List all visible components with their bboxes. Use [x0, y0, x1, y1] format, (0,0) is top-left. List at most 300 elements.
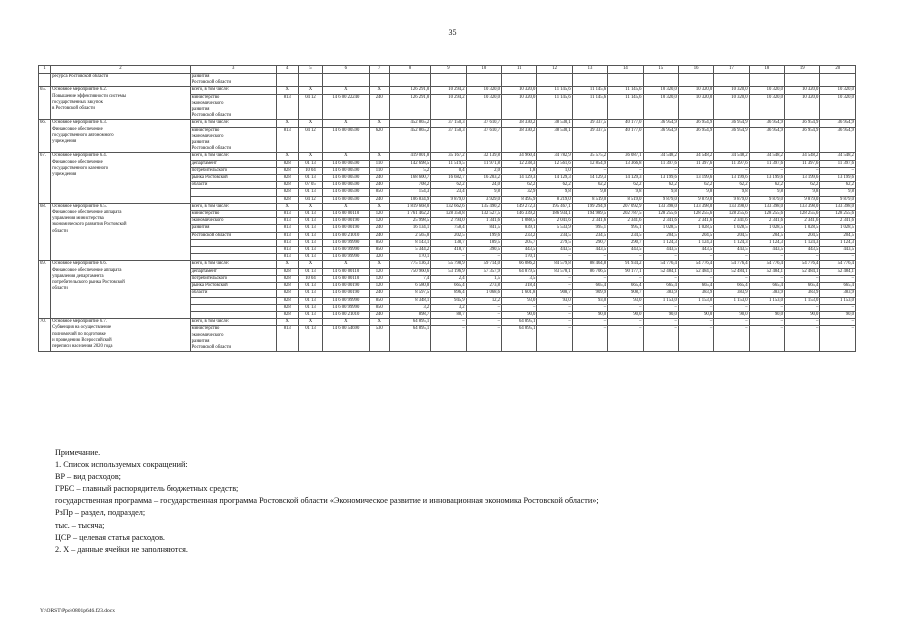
notes-section	[55, 447, 599, 556]
grbs-cell: 828	[276, 160, 298, 167]
amount-cell: 90,0	[572, 311, 607, 318]
vr-cell: 120	[369, 218, 389, 225]
grbs-cell: 828	[276, 182, 298, 189]
table-cell	[431, 74, 466, 87]
table-cell	[39, 74, 51, 87]
amount-cell: 1 153,0	[678, 297, 713, 304]
amount-cell: 7,4	[389, 275, 430, 282]
amount-cell: –	[749, 275, 784, 282]
csr-cell: 14 6 00 54690	[323, 326, 370, 352]
amount-cell: 14 129,3	[537, 175, 572, 182]
amount-cell: 13 199,6	[749, 175, 784, 182]
vr-cell: 530	[369, 326, 389, 352]
vr-cell: 850	[369, 247, 389, 254]
amount-cell: 57 357,9	[466, 268, 501, 275]
amount-cell: 1 028,5	[820, 225, 856, 232]
column-header: 4	[276, 66, 298, 74]
amount-cell: 16 682,7	[431, 175, 466, 182]
amount-cell: 443,5	[608, 247, 643, 254]
amount-cell: 9,8	[714, 189, 749, 196]
column-header: 13	[572, 66, 607, 74]
amount-cell: 665,4	[820, 283, 856, 290]
file-path-footer: Y:\ORST\Ppo\0801p646.f23.docx	[40, 608, 115, 614]
vr-cell: 120	[369, 283, 389, 290]
amount-cell: –	[678, 304, 713, 311]
executor-cell: потребительского	[190, 275, 276, 282]
amount-cell: 34 548,2	[643, 153, 678, 160]
amount-cell: 23,4	[431, 189, 466, 196]
amount-cell: 36 954,9	[749, 127, 784, 153]
amount-cell: 83 578,1	[537, 268, 572, 275]
amount-cell: 8 143,1	[389, 239, 430, 246]
table-cell	[502, 74, 537, 87]
csr-cell: 14 6 00 00190	[323, 225, 370, 232]
amount-cell: 390,5	[466, 247, 501, 254]
amount-cell: 11 145,6	[572, 94, 607, 120]
vr-cell: 850	[369, 239, 389, 246]
amount-cell: 186 934,1	[537, 211, 572, 218]
amount-cell: –	[572, 304, 607, 311]
amount-cell: 1 068,6	[466, 290, 501, 297]
amount-cell: 59 714,0	[466, 261, 501, 268]
table-cell	[466, 74, 501, 87]
amount-cell: –	[466, 254, 501, 261]
executor-cell	[190, 311, 276, 318]
amount-cell: 3 929,0	[466, 196, 501, 203]
vr-cell: 240	[369, 196, 389, 203]
amount-cell: 10 320,0	[502, 87, 537, 94]
amount-cell: –	[678, 319, 713, 326]
measure-name-cell: Основное мероприятие 6.5. Финансовое обеспечение аппарата управления министерства экономического развития Ростовской области	[51, 203, 191, 261]
csr-cell: 14 6 00 21010	[323, 311, 370, 318]
amount-cell: 419 001,8	[389, 153, 430, 160]
amount-cell: 39 337,5	[572, 120, 607, 127]
amount-cell: 62,2	[678, 182, 713, 189]
executor-cell: области	[190, 182, 276, 189]
amount-cell: 14 129,3	[608, 175, 643, 182]
amount-cell: 9 879,0	[678, 196, 713, 203]
amount-cell: –	[502, 304, 537, 311]
rzpr-cell: X	[298, 203, 322, 210]
amount-cell: 10 320,0	[714, 87, 749, 94]
csr-cell: 14 6 00 00590	[323, 160, 370, 167]
vr-cell: X	[369, 120, 389, 127]
amount-cell: 64 895,1	[502, 319, 537, 326]
amount-cell: 2 341,6	[643, 218, 678, 225]
amount-cell: 443,5	[714, 247, 749, 254]
rzpr-cell: 01 13	[298, 326, 322, 352]
executor-cell: рынка Ростовской	[190, 283, 276, 290]
amount-cell: 13 199,6	[714, 175, 749, 182]
amount-cell: 38 330,2	[502, 127, 537, 153]
amount-cell: 2 341,6	[785, 218, 820, 225]
measure-name-cell: ресурса Ростовской области	[51, 74, 191, 87]
amount-cell: 52 484,1	[643, 268, 678, 275]
csr-cell: 14 6 00 99990	[323, 254, 370, 261]
amount-cell: 14 129,3	[502, 175, 537, 182]
amount-cell: 3,2	[389, 304, 430, 311]
amount-cell: 9,8	[785, 189, 820, 196]
grbs-cell: X	[276, 261, 298, 268]
executor-cell: развития Ростовской области	[190, 74, 276, 87]
amount-cell: 12,2	[466, 297, 501, 304]
grbs-cell: 828	[276, 304, 298, 311]
table-cell	[643, 74, 678, 87]
amount-cell: 1 124,3	[749, 239, 784, 246]
grbs-cell: 828	[276, 189, 298, 196]
amount-cell: –	[466, 326, 501, 352]
amount-cell: 9,8	[749, 189, 784, 196]
vr-cell: X	[369, 319, 389, 326]
grbs-cell: 828	[276, 311, 298, 318]
grbs-cell: 813	[276, 94, 298, 120]
amount-cell: 204,5	[749, 232, 784, 239]
amount-cell: 234,5	[537, 232, 572, 239]
executor-cell	[190, 247, 276, 254]
note-line: РзПр – раздел, подраздел;	[55, 508, 146, 518]
amount-cell: 1 153,0	[714, 297, 749, 304]
amount-cell: 775 136,3	[389, 261, 430, 268]
amount-cell: 34 548,2	[820, 153, 856, 160]
amount-cell: 383,9	[643, 290, 678, 297]
grbs-cell: 813	[276, 127, 298, 153]
table-cell	[389, 74, 430, 87]
executor-cell	[190, 254, 276, 261]
csr-cell: 14 6 00 00590	[323, 167, 370, 174]
amount-cell: 32 139,8	[466, 153, 501, 160]
amount-cell: 106 834,9	[389, 196, 430, 203]
column-header: 5	[298, 66, 322, 74]
grbs-cell: X	[276, 153, 298, 160]
amount-cell: 2 341,6	[714, 218, 749, 225]
grbs-cell: 828	[276, 196, 298, 203]
note-line: 1. Список используемых сокращений:	[55, 460, 188, 470]
amount-cell: 383,9	[749, 290, 784, 297]
grbs-cell: 813	[276, 211, 298, 218]
amount-cell: –	[537, 304, 572, 311]
rzpr-cell: X	[298, 87, 322, 94]
table-row	[39, 261, 856, 268]
amount-cell: 62,2	[431, 182, 466, 189]
amount-cell: –	[608, 254, 643, 261]
amount-cell: 204,5	[678, 232, 713, 239]
table-cell	[537, 74, 572, 87]
amount-cell: 443,5	[820, 247, 856, 254]
rzpr-cell: 04 12	[298, 94, 322, 120]
amount-cell: 839,1	[502, 225, 537, 232]
table-cell	[678, 74, 713, 87]
amount-cell: 62,2	[749, 182, 784, 189]
table-cell	[714, 74, 749, 87]
executor-cell	[190, 239, 276, 246]
rzpr-cell: 07 05	[298, 182, 322, 189]
amount-cell: 8 519,0	[608, 196, 643, 203]
grbs-cell: 813	[276, 225, 298, 232]
amount-cell: –	[572, 254, 607, 261]
amount-cell: –	[466, 304, 501, 311]
amount-cell: –	[572, 275, 607, 282]
amount-cell: 170,1	[389, 254, 430, 261]
amount-cell: 62,2	[502, 182, 537, 189]
amount-cell: 37 610,7	[466, 127, 501, 153]
amount-cell: 383,9	[714, 290, 749, 297]
vr-cell: 240	[369, 290, 389, 297]
csr-cell: 14 6 00 00190	[323, 218, 370, 225]
amount-cell: –	[608, 326, 643, 352]
amount-cell: –	[749, 254, 784, 261]
table-cell	[749, 74, 784, 87]
amount-cell: 452 865,2	[389, 120, 430, 127]
csr-cell: 14 6 00 00590	[323, 189, 370, 196]
amount-cell: –	[466, 319, 501, 326]
executor-cell	[190, 297, 276, 304]
amount-cell: 36 954,9	[820, 120, 856, 127]
amount-cell: 750 960,6	[389, 268, 430, 275]
executor-cell	[190, 196, 276, 203]
rzpr-cell: 01 13	[298, 218, 322, 225]
note-line: 2. Х – данные ячейки не заполняются.	[55, 544, 188, 554]
amount-cell: 37 150,3	[431, 127, 466, 153]
amount-cell: 195 467,1	[537, 203, 572, 210]
note-line: ГРБС – главный распорядитель бюджетных средств;	[55, 484, 239, 494]
amount-cell: 204,5	[714, 232, 749, 239]
executor-cell: департамент	[190, 268, 276, 275]
amount-cell: 10 294,2	[431, 87, 466, 94]
amount-cell: 1 088,5	[502, 218, 537, 225]
amount-cell: 318,4	[502, 283, 537, 290]
measure-name-cell: Основное мероприятие 6.3. Финансовое обеспечение государственного автономного учреждения	[51, 120, 191, 153]
amount-cell: 149 272,3	[502, 203, 537, 210]
amount-cell: 1 028,5	[714, 225, 749, 232]
amount-cell: 168 600,7	[389, 175, 430, 182]
amount-cell: 52 484,1	[785, 268, 820, 275]
amount-cell: 665,4	[572, 283, 607, 290]
amount-cell: 10 320,0	[466, 87, 501, 94]
amount-cell: 273,8	[466, 283, 501, 290]
amount-cell: –	[537, 275, 572, 282]
row-number-cell: 69.	[39, 261, 51, 319]
vr-cell: X	[369, 87, 389, 94]
amount-cell: 142 698,5	[389, 160, 430, 167]
amount-cell: 10 320,0	[643, 87, 678, 94]
amount-cell: 54 776,4	[820, 261, 856, 268]
amount-cell: 1 124,3	[785, 239, 820, 246]
grbs-cell: 828	[276, 283, 298, 290]
amount-cell: 11 397,6	[785, 160, 820, 167]
amount-cell: 1 028,5	[785, 225, 820, 232]
measure-name-cell: Основное мероприятие 6.4. Финансовое обеспечение государственного казенного учреждения	[51, 153, 191, 203]
amount-cell: –	[608, 319, 643, 326]
executor-cell: министерство экономического развития Ростовской области	[190, 326, 276, 352]
rzpr-cell: 01 13	[298, 283, 322, 290]
grbs-cell: 813	[276, 239, 298, 246]
amount-cell: –	[643, 326, 678, 352]
amount-cell: –	[820, 304, 856, 311]
amount-cell: 90,0	[608, 311, 643, 318]
amount-cell: 133 398,0	[643, 203, 678, 210]
amount-cell: 443,5	[537, 247, 572, 254]
amount-cell: –	[572, 167, 607, 174]
rzpr-cell: 01 13	[298, 290, 322, 297]
rzpr-cell: 01 13	[298, 247, 322, 254]
amount-cell: 93,0	[502, 297, 537, 304]
amount-cell: 1 028,5	[643, 225, 678, 232]
amount-cell: 54 776,4	[714, 261, 749, 268]
amount-cell: 93,0	[608, 297, 643, 304]
grbs-cell: X	[276, 87, 298, 94]
rzpr-cell: 10 04	[298, 167, 322, 174]
amount-cell: –	[820, 275, 856, 282]
column-header: 10	[466, 66, 501, 74]
amount-cell: 62,2	[572, 182, 607, 189]
amount-cell: 9,8	[572, 189, 607, 196]
amount-cell: –	[714, 326, 749, 352]
amount-cell: 443,5	[502, 247, 537, 254]
amount-cell: –	[820, 167, 856, 174]
amount-cell: 665,4	[608, 283, 643, 290]
amount-cell: 38 530,1	[537, 127, 572, 153]
row-number-cell: 67.	[39, 153, 51, 203]
amount-cell: 708,2	[389, 182, 430, 189]
amount-cell: 8 495,9	[502, 196, 537, 203]
amount-cell: 128 255,6	[643, 211, 678, 218]
amount-cell: –	[431, 254, 466, 261]
amount-cell: 1 761 462,2	[389, 211, 430, 218]
amount-cell: 234,5	[572, 232, 607, 239]
amount-cell: –	[678, 275, 713, 282]
amount-cell: 36 954,9	[714, 127, 749, 153]
amount-cell: 90 177,1	[608, 268, 643, 275]
amount-cell: 2 341,6	[749, 218, 784, 225]
amount-cell: 10 320,0	[785, 94, 820, 120]
amount-cell: 908,7	[608, 290, 643, 297]
column-header: 18	[749, 66, 784, 74]
amount-cell: 13 199,6	[643, 175, 678, 182]
vr-cell: 240	[369, 182, 389, 189]
amount-cell: 1,8	[502, 167, 537, 174]
csr-cell: 14 6 00 00190	[323, 283, 370, 290]
amount-cell: –	[537, 283, 572, 290]
amount-cell: –	[643, 275, 678, 282]
amount-cell: 16 203,2	[466, 175, 501, 182]
csr-cell: X	[323, 261, 370, 268]
rzpr-cell: X	[298, 153, 322, 160]
amount-cell: 32,9	[502, 189, 537, 196]
amount-cell: 0,4	[431, 167, 466, 174]
vr-cell: 240	[369, 175, 389, 182]
column-header: 19	[785, 66, 820, 74]
vr-cell: 110	[369, 167, 389, 174]
amount-cell: 90,0	[502, 311, 537, 318]
amount-cell: 11 145,6	[608, 94, 643, 120]
page-number: 35	[448, 28, 457, 37]
amount-cell: –	[537, 311, 572, 318]
amount-cell: 24,0	[466, 182, 501, 189]
amount-cell: 62,2	[643, 182, 678, 189]
amount-cell: 290,7	[608, 239, 643, 246]
amount-cell: 443,5	[785, 247, 820, 254]
amount-cell: 133 398,0	[785, 203, 820, 210]
rzpr-cell: 01 13	[298, 239, 322, 246]
note-line: ЦСР – целевая статья расходов.	[55, 532, 165, 542]
amount-cell: 36 087,1	[608, 153, 643, 160]
executor-cell: министерство экономического развития Ростовской области	[190, 94, 276, 120]
amount-cell: –	[678, 167, 713, 174]
amount-cell: 35 167,2	[431, 153, 466, 160]
table-cell	[785, 74, 820, 87]
grbs-cell: X	[276, 120, 298, 127]
table-cell	[369, 74, 389, 87]
amount-cell: 64 895,1	[389, 326, 430, 352]
amount-cell: 9,8	[678, 189, 713, 196]
executor-cell: департамент	[190, 160, 276, 167]
column-header: 9	[431, 66, 466, 74]
amount-cell: 2 341,6	[608, 218, 643, 225]
rzpr-cell: 01 13	[298, 311, 322, 318]
amount-cell: 126 291,0	[389, 94, 430, 120]
note-line: государственная программа – государственная программа Ростовской области «Экономическое развитие и инновационная экономика Ростовской области»;	[55, 496, 599, 506]
amount-cell: 128 255,6	[820, 211, 856, 218]
amount-cell: –	[537, 254, 572, 261]
amount-cell: 452 865,2	[389, 127, 430, 153]
amount-cell: 64 895,1	[502, 326, 537, 352]
amount-cell: –	[785, 167, 820, 174]
amount-cell: 34 960,4	[502, 153, 537, 160]
amount-cell: 10 320,0	[785, 87, 820, 94]
amount-cell: 62,2	[785, 182, 820, 189]
amount-cell: 170,1	[502, 254, 537, 261]
amount-cell: 290,7	[572, 239, 607, 246]
amount-cell: 36 954,9	[785, 127, 820, 153]
measure-name-cell: Основное мероприятие 6.2. Повышение эффективности системы государственных закупок в Ростовской области	[51, 87, 191, 120]
amount-cell: 36 954,9	[643, 127, 678, 153]
amount-cell: 128 255,6	[749, 211, 784, 218]
vr-cell: X	[369, 203, 389, 210]
row-number-cell: 65.	[39, 87, 51, 120]
amount-cell: 55 798,9	[431, 261, 466, 268]
amount-cell: 11 145,6	[537, 94, 572, 120]
amount-cell: –	[537, 319, 572, 326]
amount-cell: 383,9	[820, 290, 856, 297]
rzpr-cell: X	[298, 319, 322, 326]
amount-cell: 665,4	[714, 283, 749, 290]
amount-cell: 14 129,3	[572, 175, 607, 182]
amount-cell: 896,4	[431, 290, 466, 297]
amount-cell: 34 782,9	[537, 153, 572, 160]
vr-cell: 320	[369, 254, 389, 261]
amount-cell: –	[643, 304, 678, 311]
executor-cell: министерство	[190, 211, 276, 218]
amount-cell: 86 706,5	[572, 268, 607, 275]
amount-cell: 9,8	[608, 189, 643, 196]
amount-cell: 54 776,4	[785, 261, 820, 268]
amount-cell: 13 199,6	[820, 175, 856, 182]
rzpr-cell: 04 12	[298, 196, 322, 203]
grbs-cell: 828	[276, 275, 298, 282]
amount-cell: 841,5	[466, 225, 501, 232]
vr-cell: 120	[369, 268, 389, 275]
amount-cell: 995,1	[572, 225, 607, 232]
amount-cell: 3,2	[431, 304, 466, 311]
amount-cell: 34 548,2	[749, 153, 784, 160]
amount-cell: 443,5	[572, 247, 607, 254]
amount-cell: 38 330,2	[502, 120, 537, 127]
amount-cell: 90,0	[785, 311, 820, 318]
amount-cell: 13 199,6	[678, 175, 713, 182]
executor-cell: министерство экономического развития Ростовской области	[190, 127, 276, 153]
amount-cell: 1 124,3	[678, 239, 713, 246]
amount-cell: –	[714, 167, 749, 174]
